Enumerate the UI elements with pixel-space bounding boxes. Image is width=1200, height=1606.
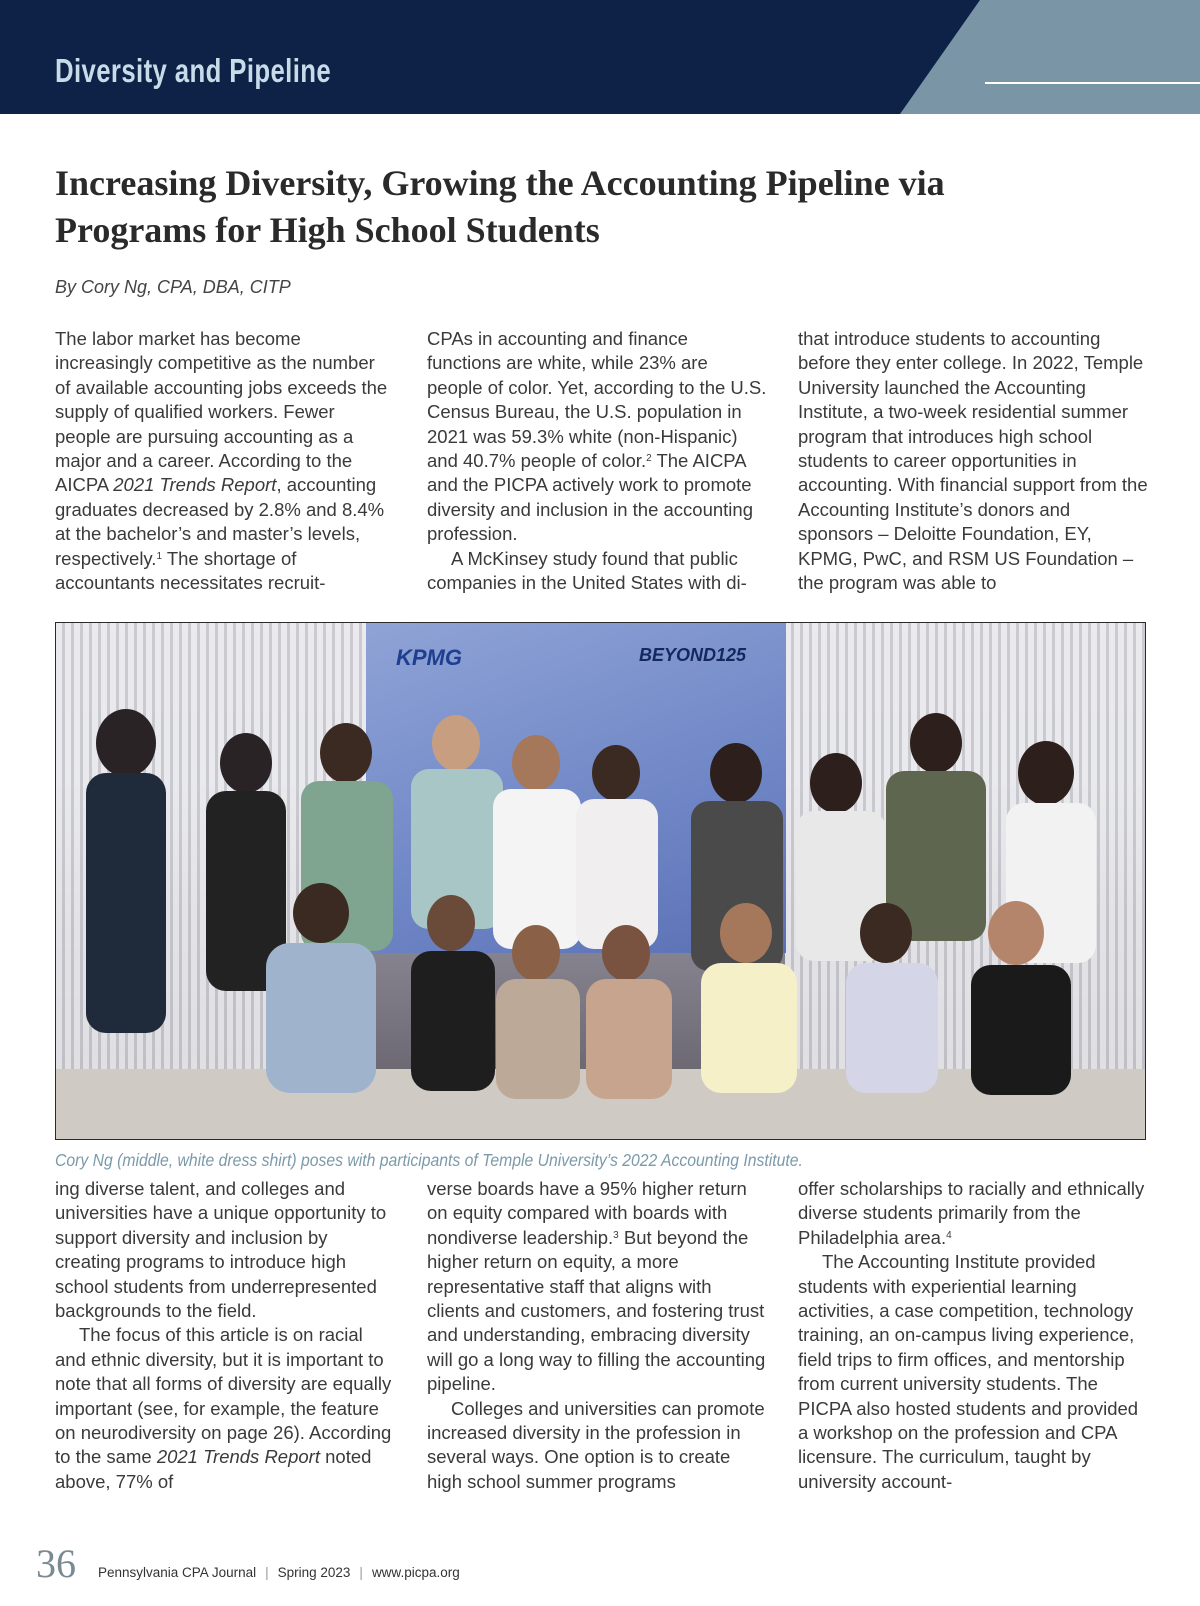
- bottom-column-3: [798, 1177, 1148, 1494]
- paragraph: The labor market has become increasingly competitive as the number of available accounting jobs exceeds the supply of qualified workers. Fewer people are pursuing accounting as a major and a career. According to the AICPA 2021 Trends Report, accounting graduates decreased by 2.8% and 8.4% at the bachelor’s and master’s levels, respectively.$^1$ The shortage of accountants necessitates recruit-: [55, 328, 388, 594]
- paragraph: that introduce students to accounting before they enter college. In 2022, Temple University launched the Accounting Institute, a two-week residential summer program that introduces high school students to career opportunities in accounting. With financial support from the Accounting Institute’s donors and sponsors – Deloitte Foundation, EY, KPMG, PwC, and RSM US Foundation – the program was able to: [798, 328, 1148, 594]
- top-column-2: [427, 327, 767, 595]
- page-number: 36: [36, 1541, 76, 1586]
- header-rule: [985, 82, 1200, 84]
- footer-issue: Spring 2023: [277, 1565, 351, 1580]
- paragraph: The Accounting Institute provided students with experiential learning activities, a case competition, technology training, an on-campus living experience, field trips to firm offices, and mentorship from current university students. The PICPA also hosted students and provided a workshop on the profession and CPA licensure. The curriculum, taught by university account-: [798, 1251, 1139, 1492]
- paragraph: The focus of this article is on racial and ethnic diversity, but it is important to note that all forms of diversity are equally important (see, for example, the feature on neurodiversity on page 26). According to the same 2021 Trends Report noted above, 77% of: [55, 1324, 392, 1492]
- top-column-1: [55, 327, 395, 595]
- section-label: Diversity and Pipeline: [55, 52, 332, 89]
- footnote-ref: 2: [646, 453, 652, 465]
- paragraph: ing diverse talent, and colleges and universities have a unique opportunity to support diversity and inclusion by creating programs to introduce high school students from underrepresented backgrounds to the field.: [55, 1178, 387, 1322]
- footnote-ref: 1: [156, 550, 163, 562]
- footnote-ref: 4: [946, 1229, 952, 1241]
- footer-separator: |: [359, 1565, 363, 1580]
- bottom-column-1: [55, 1177, 395, 1494]
- photo-caption: Cory Ng (middle, white dress shirt) poses with participants of Temple University’s 2022 Accounting Institute.: [55, 1150, 803, 1170]
- top-column-3: [798, 327, 1148, 595]
- beyond125-logo: BEYOND125: [638, 645, 746, 665]
- footer-publication: Pennsylvania CPA Journal: [98, 1565, 257, 1580]
- footer-website-link[interactable]: www.picpa.org: [371, 1565, 460, 1580]
- paragraph: A McKinsey study found that public companies in the United States with di-: [427, 547, 747, 594]
- header-slant-decoration: [900, 0, 1200, 114]
- footer-separator: |: [265, 1565, 269, 1580]
- paragraph: CPAs in accounting and finance functions are white, while 23% are people of color. Yet, according to the U.S. Census Bureau, the U.S. population in 2021 was 59.3% white (non-Hispanic) and 40.7% people of color.$^2$ The AICPA and the PICPA actively work to promote diversity and inclusion in the accounting profession.: [427, 328, 767, 545]
- header-band: [0, 0, 1200, 114]
- article-title: Increasing Diversity, Growing the Accounting Pipeline via Programs for High School Students: [55, 163, 945, 250]
- footnote-ref: 3: [613, 1229, 619, 1241]
- paragraph: offer scholarships to racially and ethnically diverse students primarily from the Philadelphia area.$^4$: [798, 1178, 1145, 1248]
- bottom-column-2: [427, 1177, 767, 1494]
- kpmg-logo: KPMG: [396, 645, 462, 670]
- paragraph: Colleges and universities can promote increased diversity in the profession in several ways. One option is to create high school summer programs: [427, 1397, 765, 1492]
- group-of-people-illustration: [56, 683, 1145, 1139]
- paragraph: verse boards have a 95% higher return on equity compared with boards with nondiverse leadership.$^3$ But beyond the higher return on equity, a more representative staff that aligns with clients and customers, and fostering trust and understanding, embracing diversity will go a long way to filling the accounting pipeline.: [427, 1178, 766, 1395]
- page-footer: [36, 1540, 460, 1587]
- group-photo: [55, 622, 1146, 1140]
- article-byline: By Cory Ng, CPA, DBA, CITP: [55, 277, 291, 297]
